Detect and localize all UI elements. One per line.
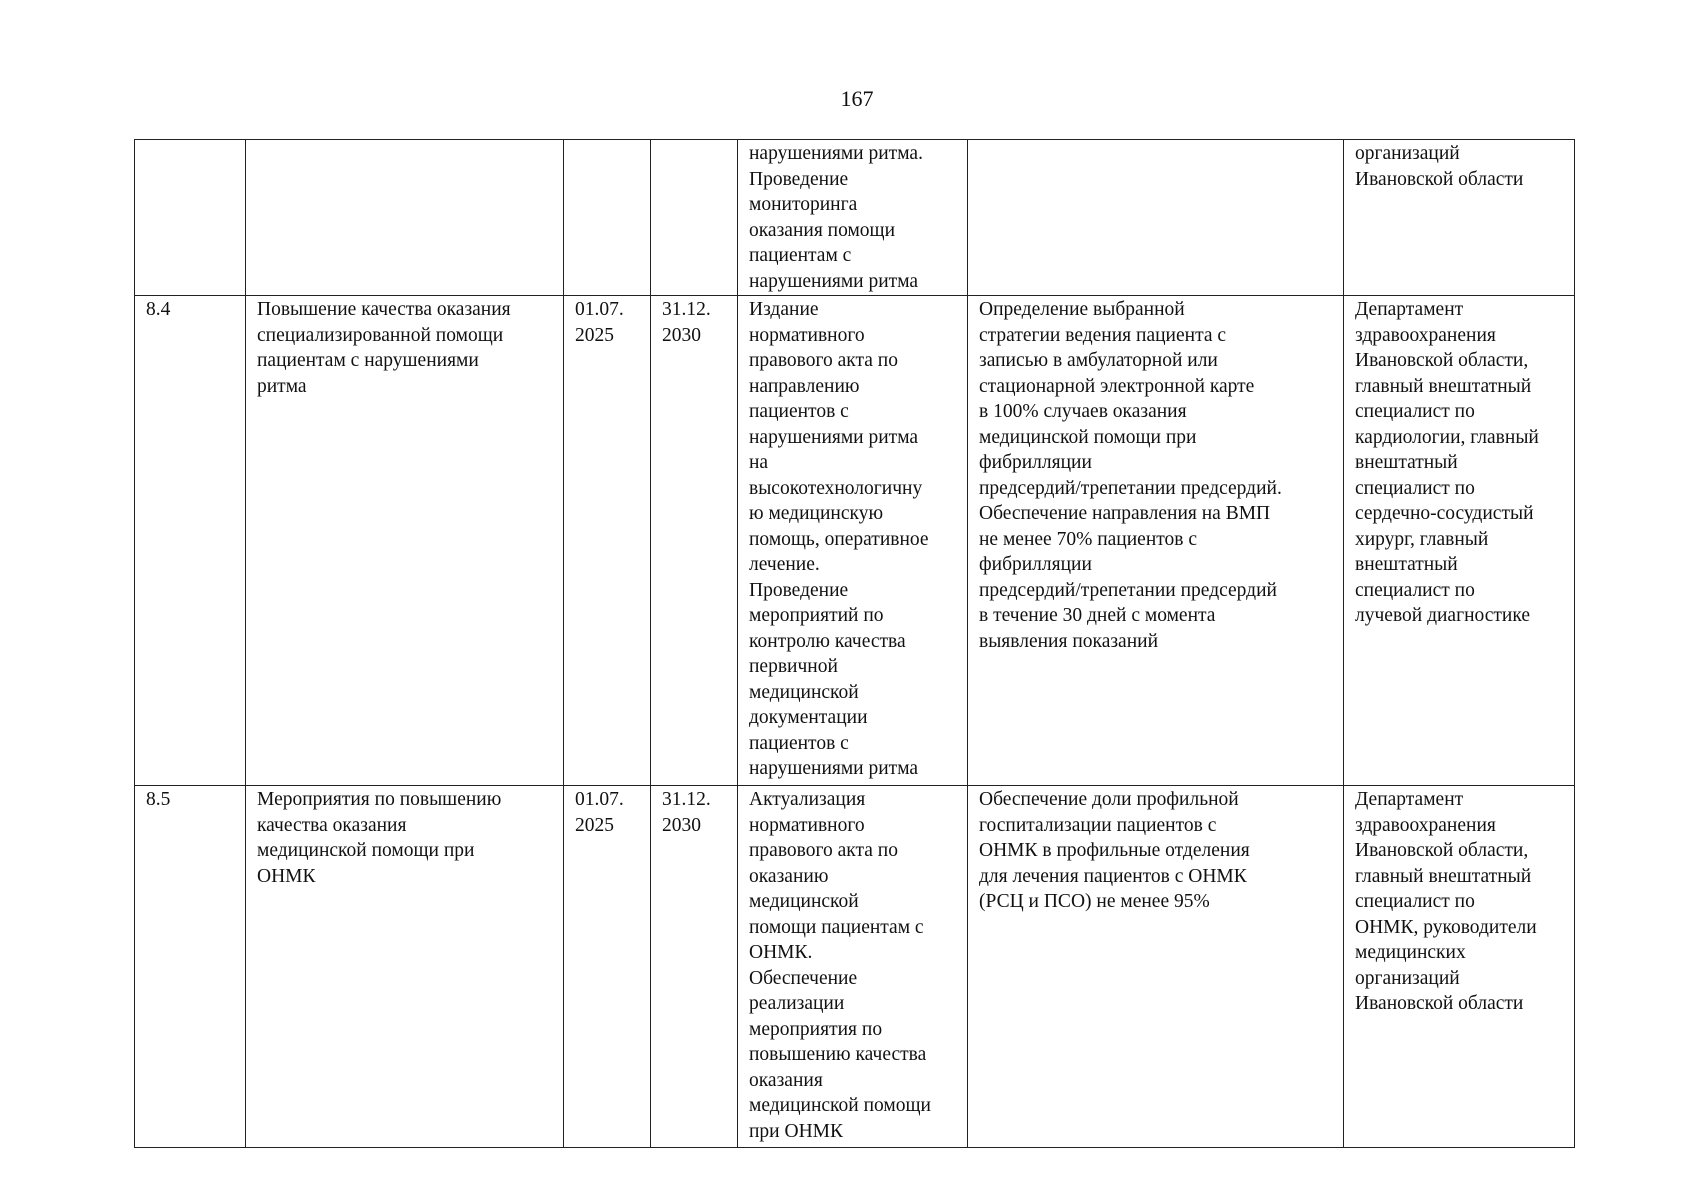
start-date-cell: 01.07. 2025 bbox=[564, 786, 651, 1148]
start-date-cell: 01.07. 2025 bbox=[564, 296, 651, 786]
page-number: 167 bbox=[840, 86, 874, 111]
action-cell: Издание нормативного правового акта по направлению пациентов с нарушениями ритма на высокотехнологичну ю медицинскую помощь, оперативное лечение. Проведение мероприятий по контролю качества первичной медицинской документации пациентов с нарушениями ритма bbox=[738, 296, 968, 786]
responsible-cell: Департамент здравоохранения Ивановской области, главный внештатный специалист по кардиологии, главный внештатный специалист по сердечно-сосудистый хирург, главный внештатный специалист по лучевой диагностике bbox=[1344, 296, 1575, 786]
end-date-cell: 31.12. 2030 bbox=[651, 786, 738, 1148]
row-number-cell: 8.5 bbox=[135, 786, 246, 1148]
result-cell: Обеспечение доли профильной госпитализации пациентов с ОНМК в профильные отделения для лечения пациентов с ОНМК (РСЦ и ПСО) не менее 95% bbox=[968, 786, 1344, 1148]
end-date-cell bbox=[651, 140, 738, 296]
measure-name-cell bbox=[246, 140, 564, 296]
row-number-cell: 8.4 bbox=[135, 296, 246, 786]
measure-name-cell: Повышение качества оказания специализированной помощи пациентам с нарушениями ритма bbox=[246, 296, 564, 786]
start-date-cell bbox=[564, 140, 651, 296]
action-cell: Актуализация нормативного правового акта по оказанию медицинской помощи пациентам с ОНМК. Обеспечение реализации мероприятия по повышению качества оказания медицинской помощи при ОНМК bbox=[738, 786, 968, 1148]
table-row bbox=[135, 140, 1575, 296]
result-cell bbox=[968, 140, 1344, 296]
measure-name-cell: Мероприятия по повышению качества оказания медицинской помощи при ОНМК bbox=[246, 786, 564, 1148]
row-number-cell bbox=[135, 140, 246, 296]
table-row bbox=[135, 296, 1575, 786]
table-row bbox=[135, 786, 1575, 1148]
action-cell: нарушениями ритма. Проведение мониторинга оказания помощи пациентам с нарушениями ритма bbox=[738, 140, 968, 296]
end-date-cell: 31.12. 2030 bbox=[651, 296, 738, 786]
result-cell: Определение выбранной стратегии ведения пациента с записью в амбулаторной или стационарной электронной карте в 100% случаев оказания медицинской помощи при фибрилляции предсердий/трепетании предсердий. Обеспечение направления на ВМП не менее 70% пациентов с фибрилляции предсердий/трепетании предсердий в течение 30 дней с момента выявления показаний bbox=[968, 296, 1344, 786]
measures-table bbox=[134, 139, 1575, 1148]
responsible-cell: Департамент здравоохранения Ивановской области, главный внештатный специалист по ОНМК, руководители медицинских организаций Ивановской области bbox=[1344, 786, 1575, 1148]
responsible-cell: организаций Ивановской области bbox=[1344, 140, 1575, 296]
